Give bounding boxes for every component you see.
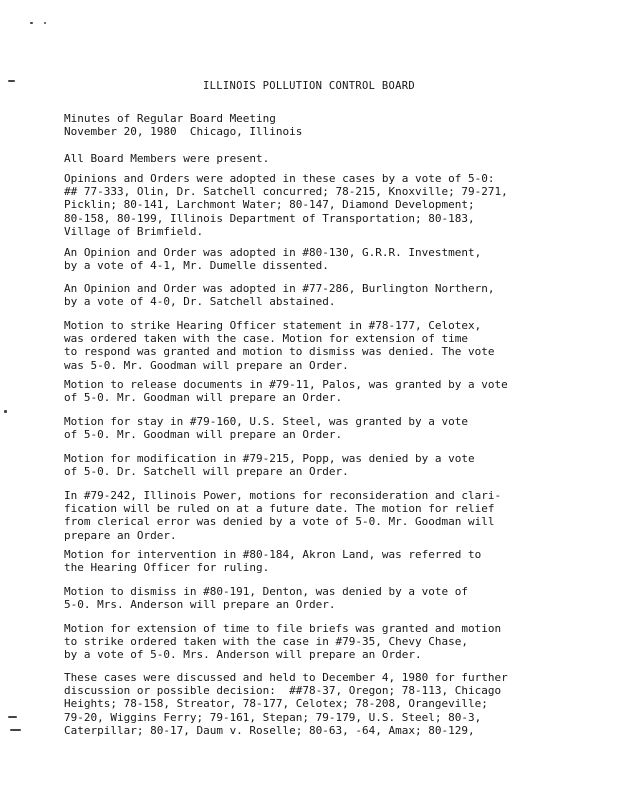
scan-artifact <box>10 729 21 731</box>
paragraph-us-steel-motion <box>64 415 584 441</box>
paragraph-line: 5-0. Mrs. Anderson will prepare an Order. <box>64 598 336 612</box>
paragraph-line: Motion for intervention in #80-184, Akron Land, was referred to <box>64 548 482 561</box>
paragraph-line: An Opinion and Order was adopted in #80-130, G.R.R. Investment, <box>64 246 482 259</box>
scan-artifact <box>4 410 7 413</box>
paragraph-line: Motion for extension of time to file briefs was granted and motion <box>64 622 502 635</box>
paragraph-line: An Opinion and Order was adopted in #77-286, Burlington Northern, <box>64 282 495 295</box>
paragraph-line: These cases were discussed and held to December 4, 1980 for further <box>64 671 508 684</box>
paragraph-illinois-power <box>64 489 584 542</box>
paragraph-held-cases <box>64 671 584 737</box>
board-title: ILLINOIS POLLUTION CONTROL BOARD <box>203 80 415 92</box>
paragraph-burlington-northern <box>64 282 584 308</box>
paragraph-akron-land <box>64 548 584 574</box>
meeting-header-line: Minutes of Regular Board Meeting <box>64 112 276 125</box>
scan-artifact <box>44 22 46 24</box>
paragraph-line: by a vote of 4-0, Dr. Satchell abstained. <box>64 295 336 309</box>
paragraph-line: from clerical error was denied by a vote of 5-0. Mr. Goodman will <box>64 515 495 529</box>
paragraph-line: by a vote of 5-0. Mrs. Anderson will prepare an Order. <box>64 648 422 662</box>
paragraph-line: Motion for stay in #79-160, U.S. Steel, was granted by a vote <box>64 415 468 428</box>
paragraph-line: was ordered taken with the case. Motion for extension of time <box>64 332 468 346</box>
paragraph-line: of 5-0. Mr. Goodman will prepare an Order. <box>64 428 343 442</box>
paragraph-line: Village of Brimfield. <box>64 224 204 238</box>
paragraph-line: Motion to release documents in #79-11, Palos, was granted by a vote <box>64 378 508 391</box>
meeting-header <box>64 112 584 138</box>
paragraph-line: by a vote of 4-1, Mr. Dumelle dissented. <box>64 259 329 273</box>
paragraph-line: Caterpillar; 80-17, Daum v. Roselle; 80-63, -64, Amax; 80-129, <box>64 723 475 737</box>
meeting-header-line: November 20, 1980 Chicago, Illinois <box>64 125 303 139</box>
paragraph-chevy-chase <box>64 622 584 662</box>
paragraph-line: of 5-0. Mr. Goodman will prepare an Order. <box>64 391 343 405</box>
paragraph-line: to strike ordered taken with the case in #79-35, Chevy Chase, <box>64 635 468 649</box>
paragraph-popp-motion <box>64 452 584 478</box>
scan-artifact <box>8 716 17 718</box>
paragraph-line: was 5-0. Mr. Goodman will prepare an Order. <box>64 358 349 372</box>
paragraph-line: Motion to strike Hearing Officer statement in #78-177, Celotex, <box>64 319 482 332</box>
paragraph-denton-motion <box>64 585 584 611</box>
paragraph-line: 80-158, 80-199, Illinois Department of Transportation; 80-183, <box>64 211 475 225</box>
paragraph-celotex-motion <box>64 319 584 372</box>
paragraph-attendance <box>64 152 584 165</box>
paragraph-palos-motion <box>64 378 584 404</box>
paragraph-line: 79-20, Wiggins Ferry; 79-161, Stepan; 79-179, U.S. Steel; 80-3, <box>64 710 482 724</box>
paragraph-line: the Hearing Officer for ruling. <box>64 561 270 575</box>
paragraph-grr-investment <box>64 246 584 272</box>
paragraph-opinions-adopted <box>64 172 584 238</box>
paragraph-line: discussion or possible decision: ##78-37, Oregon; 78-113, Chicago <box>64 684 502 698</box>
paragraph-line: ## 77-333, Olin, Dr. Satchell concurred; 78-215, Knoxville; 79-271, <box>64 185 508 199</box>
paragraph-line: Heights; 78-158, Streator, 78-177, Celotex; 78-208, Orangeville; <box>64 697 488 711</box>
paragraph-line: to respond was granted and motion to dismiss was denied. The vote <box>64 345 495 359</box>
scan-artifact <box>30 22 33 24</box>
paragraph-line: of 5-0. Dr. Satchell will prepare an Order. <box>64 465 349 479</box>
paragraph-line: Picklin; 80-141, Larchmont Water; 80-147, Diamond Development; <box>64 198 475 212</box>
paragraph-line: Motion for modification in #79-215, Popp, was denied by a vote <box>64 452 475 465</box>
paragraph-line: In #79-242, Illinois Power, motions for reconsideration and clari- <box>64 489 502 502</box>
paragraph-line: Opinions and Orders were adopted in these cases by a vote of 5-0: <box>64 172 495 185</box>
paragraph-line: prepare an Order. <box>64 528 177 542</box>
paragraph-line: Motion to dismiss in #80-191, Denton, was denied by a vote of <box>64 585 468 598</box>
paragraph-line: All Board Members were present. <box>64 152 270 165</box>
paragraph-line: fication will be ruled on at a future date. The motion for relief <box>64 502 495 516</box>
